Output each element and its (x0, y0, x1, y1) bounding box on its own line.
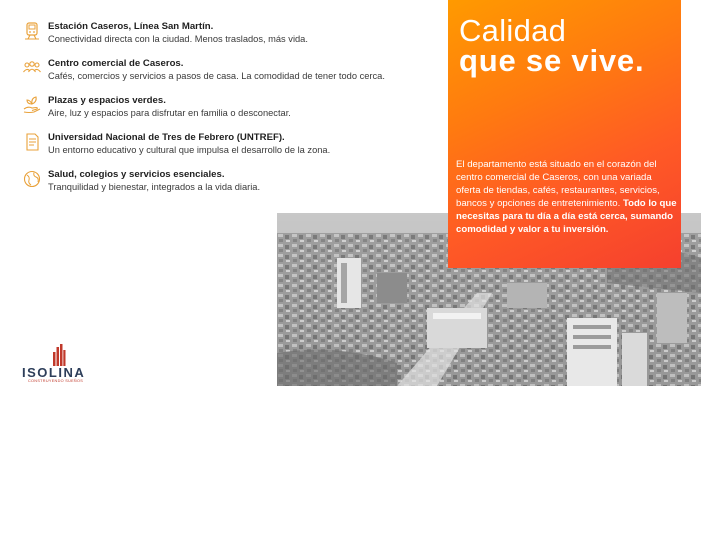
panel-body (456, 158, 678, 236)
train-icon (22, 21, 42, 41)
people-icon (22, 58, 42, 78)
hand-leaf-icon (22, 95, 42, 115)
feature-item-parks (20, 92, 450, 129)
feature-item-station (20, 18, 450, 55)
logo-building-icon (52, 344, 66, 366)
logo-wordmark: ISOLINA (22, 365, 86, 380)
globe-icon (22, 169, 42, 189)
panel-body-bold: Todo lo que necesitas para tu día a día está cerca, sumando comodidad y valor a tu inversión. (456, 198, 677, 235)
feature-item-university (20, 129, 450, 166)
document-icon (22, 132, 42, 152)
feature-title: Estación Caseros, Línea San Martín. (48, 21, 214, 32)
logo-tagline: CONSTRUYENDO SUEÑOS (28, 379, 84, 383)
feature-description: Cafés, comercios y servicios a pasos de casa. La comodidad de tener todo cerca. (48, 71, 385, 81)
features-list (20, 18, 450, 203)
panel-body-regular: El departamento está situado en el corazón del centro comercial de Caseros, con una variada oferta de tiendas, cafés, restaurantes, servicios, bancos y opciones de entretenimiento. (456, 159, 660, 209)
isolina-logo (22, 344, 102, 384)
feature-title: Centro comercial de Caseros. (48, 58, 184, 69)
feature-title: Universidad Nacional de Tres de Febrero (UNTREF). (48, 132, 285, 143)
panel-headline-light: Calidad (459, 13, 567, 48)
feature-item-shopping (20, 55, 450, 92)
feature-description: Tranquilidad y bienestar, integrados a la vida diaria. (48, 182, 261, 192)
feature-description: Aire, luz y espacios para disfrutar en familia o desconectar. (48, 108, 291, 118)
highlight-panel (448, 0, 681, 268)
feature-title: Plazas y espacios verdes. (48, 95, 166, 106)
feature-title: Salud, colegios y servicios esenciales. (48, 169, 225, 180)
panel-headline-bold: que se vive. (459, 43, 645, 78)
feature-description: Un entorno educativo y cultural que impulsa el desarrollo de la zona. (48, 145, 331, 155)
feature-item-services (20, 166, 450, 203)
feature-description: Conectividad directa con la ciudad. Menos traslados, más vida. (48, 34, 308, 44)
